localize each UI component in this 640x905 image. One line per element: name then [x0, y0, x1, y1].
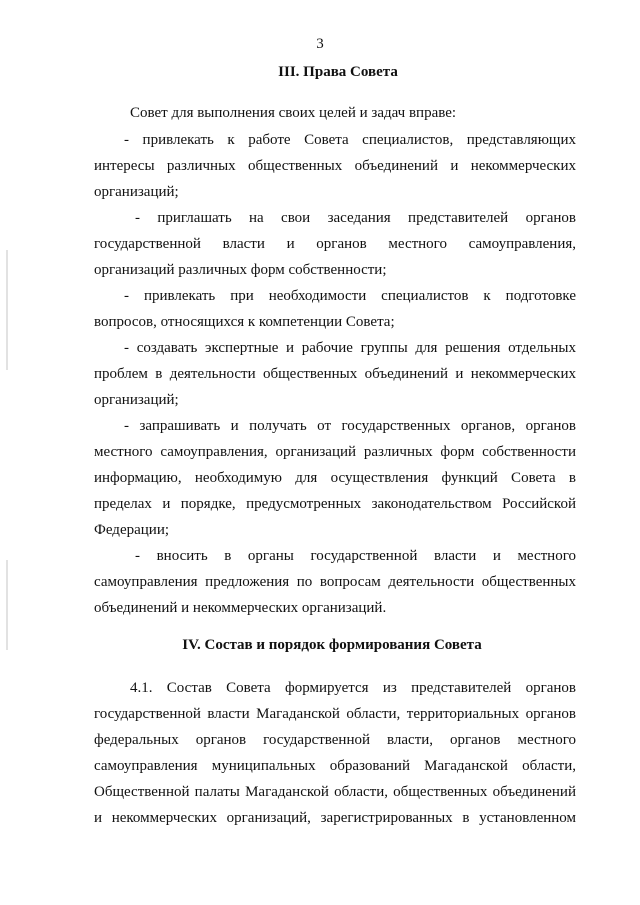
rights-item-line: проблем в деятельности общественных объединений и некоммерческих — [94, 366, 576, 382]
section-4-paragraph-line: федеральных органов государственной власти, органов местного — [94, 732, 576, 748]
section-4-paragraph-line: государственной власти Магаданской области, территориальных органов — [94, 706, 576, 722]
section-4-paragraph-line: и некоммерческих организаций, зарегистрированных в установленном — [94, 810, 576, 826]
rights-item-line: - вносить в органы государственной власти и местного — [135, 548, 576, 564]
rights-item-line: организаций; — [94, 184, 179, 200]
rights-item-line: информацию, необходимую для осуществления функций Совета в — [94, 470, 576, 486]
section-3-intro: Совет для выполнения своих целей и задач вправе: — [130, 105, 457, 121]
scan-edge-mark — [6, 560, 8, 650]
rights-item-line: государственной власти и органов местного самоуправления, — [94, 236, 576, 252]
section-4-paragraph-line: 4.1. Состав Совета формируется из представителей органов — [130, 680, 576, 696]
page-number: 3 — [316, 36, 324, 52]
section-4-paragraph-line: Общественной палаты Магаданской области, общественных объединений — [94, 784, 576, 800]
rights-item-line: местного самоуправления, организаций различных форм собственности — [94, 444, 576, 460]
section-3-title: III. Права Совета — [278, 64, 398, 80]
scan-edge-mark — [6, 250, 8, 370]
rights-item-line: интересы различных общественных объединений и некоммерческих — [94, 158, 576, 174]
rights-item-line: организаций; — [94, 392, 179, 408]
rights-item-line: - создавать экспертные и рабочие группы для решения отдельных — [124, 340, 576, 356]
rights-item-line: - запрашивать и получать от государственных органов, органов — [124, 418, 576, 434]
rights-item-line: - привлекать к работе Совета специалистов, представляющих — [124, 132, 576, 148]
section-4-title: IV. Состав и порядок формирования Совета — [182, 637, 482, 653]
rights-item-line: пределах и порядке, предусмотренных законодательством Российской — [94, 496, 576, 512]
rights-item-line: самоуправления предложения по вопросам деятельности общественных — [94, 574, 576, 590]
rights-item-line: - приглашать на свои заседания представителей органов — [135, 210, 576, 226]
section-4-paragraph-line: самоуправления муниципальных образований Магаданской области, — [94, 758, 576, 774]
rights-item-line: - привлекать при необходимости специалистов к подготовке — [124, 288, 576, 304]
rights-item-line: вопросов, относящихся к компетенции Совета; — [94, 314, 395, 330]
rights-item-line: организаций различных форм собственности; — [94, 262, 387, 278]
rights-item-line: Федерации; — [94, 522, 170, 538]
rights-item-line: объединений и некоммерческих организаций. — [94, 600, 387, 616]
